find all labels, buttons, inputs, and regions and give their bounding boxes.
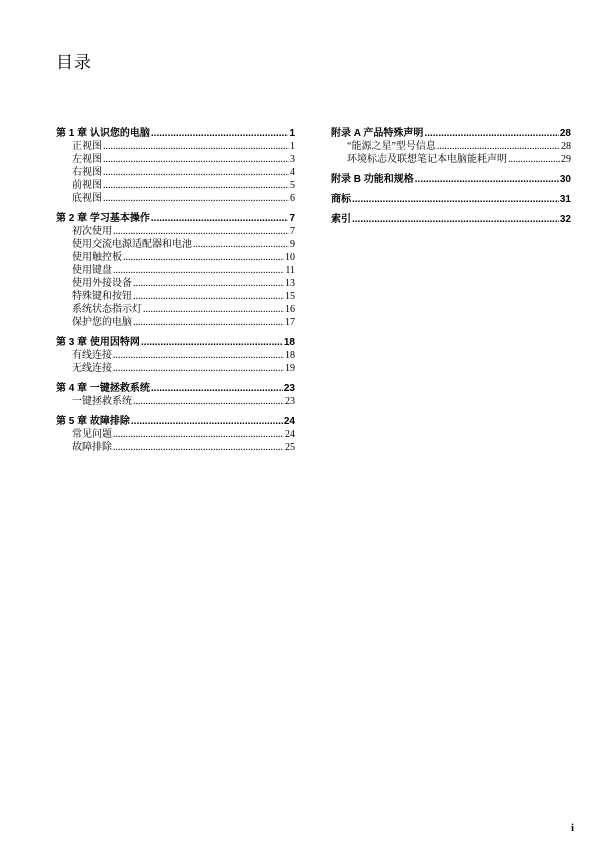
toc-leader-dots bbox=[131, 415, 283, 428]
toc-chapter-page: 1 bbox=[289, 128, 295, 139]
toc-chapter-label: 附录 B 功能和规格 bbox=[331, 174, 414, 185]
toc-section-label: 右视图 bbox=[72, 167, 102, 178]
toc-chapter-entry[interactable] bbox=[56, 415, 295, 428]
toc-chapter-entry[interactable] bbox=[331, 213, 571, 226]
toc-chapter bbox=[331, 127, 571, 166]
toc-section-page: 18 bbox=[285, 350, 295, 361]
toc-section-entry[interactable] bbox=[56, 290, 295, 303]
page-number: i bbox=[571, 822, 575, 834]
toc-section-label: 前视图 bbox=[72, 180, 102, 191]
toc-section-label: 系统状态指示灯 bbox=[72, 304, 142, 315]
toc-section-page: 1 bbox=[290, 141, 295, 152]
toc-leader-dots bbox=[151, 212, 289, 225]
toc-chapter-label: 附录 A 产品特殊声明 bbox=[331, 128, 424, 139]
toc-leader-dots bbox=[151, 127, 289, 140]
toc-chapter bbox=[331, 213, 571, 226]
toc-leader-dots bbox=[352, 213, 559, 226]
toc-chapter-entry[interactable] bbox=[56, 212, 295, 225]
toc-section-entry[interactable] bbox=[56, 428, 295, 441]
page-title: 目录 bbox=[56, 53, 92, 73]
toc-section-page: 3 bbox=[290, 154, 295, 165]
toc-chapter-entry[interactable] bbox=[331, 173, 571, 186]
toc-leader-dots bbox=[113, 349, 284, 362]
toc-chapter-entry[interactable] bbox=[56, 127, 295, 140]
toc-chapter-label: 第 1 章 认识您的电脑 bbox=[56, 128, 150, 139]
toc-section-entry[interactable] bbox=[56, 264, 295, 277]
toc-leader-dots bbox=[123, 251, 284, 264]
toc-chapter bbox=[56, 415, 295, 454]
toc-chapter-label: 商标 bbox=[331, 194, 351, 205]
toc-chapter bbox=[56, 127, 295, 205]
toc-chapter-label: 第 5 章 故障排除 bbox=[56, 416, 130, 427]
toc-leader-dots bbox=[103, 140, 289, 153]
toc-leader-dots bbox=[424, 127, 558, 140]
toc-chapter bbox=[56, 336, 295, 375]
toc-section-label: 左视图 bbox=[72, 154, 102, 165]
toc-section-page: 7 bbox=[290, 226, 295, 237]
toc-leader-dots bbox=[113, 428, 284, 441]
toc-section-label: 底视图 bbox=[72, 193, 102, 204]
toc-section-label: 环境标志及联想笔记本电脑能耗声明 bbox=[347, 154, 507, 165]
toc-leader-dots bbox=[133, 290, 284, 303]
toc-leader-dots bbox=[133, 277, 284, 290]
toc-leader-dots bbox=[508, 153, 560, 166]
toc-section-page: 19 bbox=[285, 363, 295, 374]
toc-leader-dots bbox=[151, 382, 283, 395]
toc-section-entry[interactable] bbox=[56, 238, 295, 251]
toc-leader-dots bbox=[103, 153, 289, 166]
toc-section-entry[interactable] bbox=[56, 140, 295, 153]
toc-section-entry[interactable] bbox=[331, 140, 571, 153]
toc-section-entry[interactable] bbox=[56, 225, 295, 238]
toc-chapter-page: 18 bbox=[283, 337, 295, 348]
toc-chapter-page: 23 bbox=[283, 383, 295, 394]
toc-leader-dots bbox=[113, 441, 284, 454]
toc-leader-dots bbox=[133, 316, 284, 329]
toc-section-label: 保护您的电脑 bbox=[72, 317, 132, 328]
toc-section-page: 28 bbox=[561, 141, 571, 152]
toc-section-label: 使用键盘 bbox=[72, 265, 112, 276]
toc-chapter-entry[interactable] bbox=[56, 336, 295, 349]
toc-section-page: 5 bbox=[290, 180, 295, 191]
toc-chapter-page: 30 bbox=[559, 174, 571, 185]
toc-leader-dots bbox=[193, 238, 289, 251]
toc-section-label: 无线连接 bbox=[72, 363, 112, 374]
toc-leader-dots bbox=[113, 264, 284, 277]
toc-chapter-entry[interactable] bbox=[331, 127, 571, 140]
toc-section-entry[interactable] bbox=[56, 349, 295, 362]
toc-section-entry[interactable] bbox=[56, 179, 295, 192]
toc-chapter bbox=[56, 212, 295, 329]
toc-section-label: 使用外接设备 bbox=[72, 278, 132, 289]
toc-chapter-label: 第 3 章 使用因特网 bbox=[56, 337, 140, 348]
toc-section-label: 故障排除 bbox=[72, 442, 112, 453]
toc-leader-dots bbox=[415, 173, 559, 186]
toc-chapter-page: 31 bbox=[559, 194, 571, 205]
toc-section-label: 有线连接 bbox=[72, 350, 112, 361]
toc-section-page: 24 bbox=[285, 429, 295, 440]
toc-section-entry[interactable] bbox=[331, 153, 571, 166]
toc-chapter-label: 第 2 章 学习基本操作 bbox=[56, 213, 150, 224]
toc-leader-dots bbox=[352, 193, 559, 206]
toc-left-column bbox=[56, 127, 295, 461]
toc-section-label: 使用交流电源适配器和电池 bbox=[72, 239, 192, 250]
toc-section-page: 29 bbox=[561, 154, 571, 165]
toc-section-page: 11 bbox=[285, 265, 295, 276]
toc-section-entry[interactable] bbox=[56, 153, 295, 166]
toc-section-entry[interactable] bbox=[56, 362, 295, 375]
toc-chapter-page: 7 bbox=[289, 213, 295, 224]
toc-section-page: 16 bbox=[285, 304, 295, 315]
toc-section-entry[interactable] bbox=[56, 303, 295, 316]
toc-section-label: 一键拯救系统 bbox=[72, 396, 132, 407]
toc-section-page: 13 bbox=[285, 278, 295, 289]
toc-leader-dots bbox=[103, 192, 289, 205]
toc-chapter-page: 28 bbox=[559, 128, 571, 139]
toc-section-label: 使用触控板 bbox=[72, 252, 122, 263]
toc-leader-dots bbox=[113, 362, 284, 375]
toc-leader-dots bbox=[437, 140, 560, 153]
toc-section-entry[interactable] bbox=[56, 316, 295, 329]
toc-section-page: 15 bbox=[285, 291, 295, 302]
toc-chapter-page: 32 bbox=[559, 214, 571, 225]
toc-section-label: 正视图 bbox=[72, 141, 102, 152]
toc-section-page: 23 bbox=[285, 396, 295, 407]
toc-section-page: 9 bbox=[290, 239, 295, 250]
toc-leader-dots bbox=[103, 166, 289, 179]
toc-chapter bbox=[331, 193, 571, 206]
toc-right-column bbox=[331, 127, 571, 233]
toc-section-label: “能源之星”型号信息 bbox=[347, 141, 436, 152]
toc-leader-dots bbox=[103, 179, 289, 192]
toc-section-entry[interactable] bbox=[56, 277, 295, 290]
toc-leader-dots bbox=[113, 225, 289, 238]
toc-chapter-entry[interactable] bbox=[56, 382, 295, 395]
toc-section-label: 特殊键和按钮 bbox=[72, 291, 132, 302]
toc-section-entry[interactable] bbox=[56, 395, 295, 408]
toc-chapter-label: 索引 bbox=[331, 214, 351, 225]
toc-section-entry[interactable] bbox=[56, 192, 295, 205]
toc-chapter-label: 第 4 章 一键拯救系统 bbox=[56, 383, 150, 394]
toc-chapter bbox=[331, 173, 571, 186]
toc-section-entry[interactable] bbox=[56, 251, 295, 264]
toc-chapter-entry[interactable] bbox=[331, 193, 571, 206]
toc-section-entry[interactable] bbox=[56, 441, 295, 454]
toc-section-label: 常见问题 bbox=[72, 429, 112, 440]
toc-leader-dots bbox=[143, 303, 284, 316]
toc-section-page: 6 bbox=[290, 193, 295, 204]
toc-section-page: 25 bbox=[285, 442, 295, 453]
toc-leader-dots bbox=[141, 336, 283, 349]
toc-chapter bbox=[56, 382, 295, 408]
toc-section-page: 4 bbox=[290, 167, 295, 178]
toc-section-label: 初次使用 bbox=[72, 226, 112, 237]
toc-chapter-page: 24 bbox=[283, 416, 295, 427]
toc-section-page: 10 bbox=[285, 252, 295, 263]
toc-section-page: 17 bbox=[285, 317, 295, 328]
toc-leader-dots bbox=[133, 395, 284, 408]
toc-section-entry[interactable] bbox=[56, 166, 295, 179]
